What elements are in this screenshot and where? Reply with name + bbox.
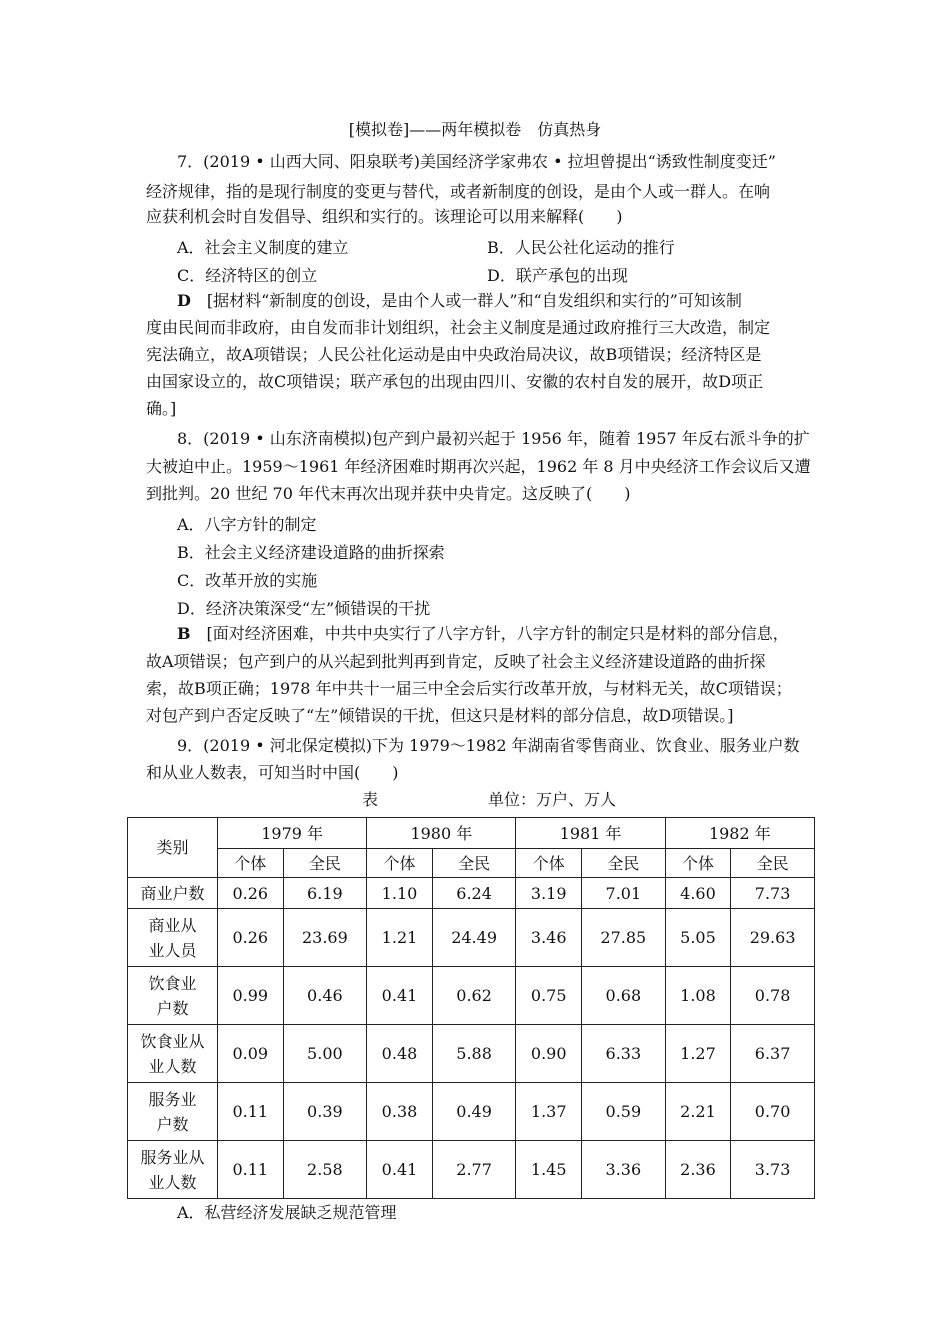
table-cell: 5.05 bbox=[665, 909, 731, 967]
table-cell: 23.69 bbox=[283, 909, 367, 967]
year-header-1979: 1979 年 bbox=[218, 818, 367, 849]
q7-stem-line-1: 7．(2019 • 山西大同、阳泉联考)美国经济学家弗农 • 拉坦曾提出“诱致性制度变迁” bbox=[177, 152, 776, 171]
q8-option-b: B．社会主义经济建设道路的曲折探索 bbox=[177, 543, 445, 562]
q8-explanation-line-2: 故A项错误；包产到户的从兴起到批判再到肯定，反映了社会主义经济建设道路的曲折探 bbox=[146, 652, 766, 671]
table-caption: 表 bbox=[362, 790, 379, 809]
table-corner-cell: 类别 bbox=[128, 818, 218, 878]
table-cell: 4.60 bbox=[665, 878, 731, 909]
row-label-line: 服务业 bbox=[148, 1089, 197, 1109]
row-label bbox=[128, 1141, 218, 1199]
table-cell: 1.37 bbox=[516, 1083, 582, 1141]
q7-option-b: B．人民公社化运动的推行 bbox=[487, 238, 675, 257]
table-cell: 3.36 bbox=[581, 1141, 665, 1199]
q8-answer: B bbox=[177, 624, 191, 643]
q8-option-a: A．八字方针的制定 bbox=[177, 515, 317, 534]
subheader-cell: 全民 bbox=[283, 849, 367, 878]
subheader-cell: 全民 bbox=[581, 849, 665, 878]
subheader-cell: 个体 bbox=[665, 849, 731, 878]
subheader-cell: 个体 bbox=[367, 849, 433, 878]
row-label-line: 饮食业从 bbox=[140, 1031, 205, 1051]
table-cell: 0.78 bbox=[731, 967, 815, 1025]
q7-explanation-line-1 bbox=[177, 291, 742, 311]
q7-answer: D bbox=[177, 291, 191, 310]
q8-explanation-line-3: 索，故B项正确；1978 年中共十一届三中全会后实行改革开放，与材料无关，故C项错误； bbox=[146, 679, 792, 698]
table-cell: 0.90 bbox=[516, 1025, 582, 1083]
table-cell: 2.58 bbox=[283, 1141, 367, 1199]
q7-explanation-line-2: 度由民间而非政府，由自发而非计划组织，社会主义制度是通过政府推行三大改造，制定 bbox=[146, 318, 771, 337]
subheader-cell: 个体 bbox=[516, 849, 582, 878]
table-cell: 0.59 bbox=[581, 1083, 665, 1141]
table-cell: 3.46 bbox=[516, 909, 582, 967]
q9-stem-line-2: 和从业人数表，可知当时中国( ) bbox=[146, 763, 399, 782]
q8-explanation-line-1 bbox=[177, 624, 789, 644]
q7-option-d: D．联产承包的出现 bbox=[487, 266, 628, 285]
row-label-line: 商业从 bbox=[148, 915, 197, 935]
table-cell: 1.08 bbox=[665, 967, 731, 1025]
row-label bbox=[128, 1025, 218, 1083]
table-row bbox=[128, 967, 815, 1025]
q7-option-a: A．社会主义制度的建立 bbox=[177, 238, 349, 257]
row-label-line: 业人数 bbox=[148, 1172, 197, 1192]
table-cell: 1.21 bbox=[367, 909, 433, 967]
table-cell: 1.45 bbox=[516, 1141, 582, 1199]
table-cell: 0.62 bbox=[432, 967, 516, 1025]
q7-stem-line-2: 经济规律，指的是现行制度的变更与替代，或者新制度的创设，是由个人或一群人。在响 bbox=[146, 182, 771, 201]
table-cell: 7.01 bbox=[581, 878, 665, 909]
table-cell: 2.36 bbox=[665, 1141, 731, 1199]
q8-option-c: C．改革开放的实施 bbox=[177, 571, 318, 590]
table-cell: 0.39 bbox=[283, 1083, 367, 1141]
table-cell: 1.10 bbox=[367, 878, 433, 909]
table-cell: 29.63 bbox=[731, 909, 815, 967]
q8-explanation-text-1: [面对经济困难，中共中央实行了八字方针，八字方针的制定只是材料的部分信息， bbox=[206, 624, 789, 643]
table-cell: 5.00 bbox=[283, 1025, 367, 1083]
table-cell: 0.49 bbox=[432, 1083, 516, 1141]
row-label bbox=[128, 967, 218, 1025]
table-row bbox=[128, 1025, 815, 1083]
table-cell: 0.70 bbox=[731, 1083, 815, 1141]
table-cell: 6.19 bbox=[283, 878, 367, 909]
table-row bbox=[128, 1083, 815, 1141]
table-cell: 0.48 bbox=[367, 1025, 433, 1083]
table-cell: 6.37 bbox=[731, 1025, 815, 1083]
statistics-table bbox=[127, 817, 815, 1199]
table-cell: 24.49 bbox=[432, 909, 516, 967]
table-cell: 0.68 bbox=[581, 967, 665, 1025]
q8-option-d: D．经济决策深受“左”倾错误的干扰 bbox=[177, 599, 431, 618]
table-cell: 0.38 bbox=[367, 1083, 433, 1141]
table-cell: 0.26 bbox=[218, 909, 284, 967]
row-label-line: 业人员 bbox=[148, 940, 197, 960]
table-cell: 1.27 bbox=[665, 1025, 731, 1083]
table-cell: 0.46 bbox=[283, 967, 367, 1025]
table-header-years bbox=[128, 818, 815, 849]
subheader-cell: 全民 bbox=[432, 849, 516, 878]
table-cell: 27.85 bbox=[581, 909, 665, 967]
q7-option-c: C．经济特区的创立 bbox=[177, 266, 318, 285]
table-cell: 2.77 bbox=[432, 1141, 516, 1199]
q7-explanation-line-3: 宪法确立，故A项错误；人民公社化运动是由中央政治局决议，故B项错误；经济特区是 bbox=[146, 345, 762, 364]
year-header-1981: 1981 年 bbox=[516, 818, 665, 849]
row-label bbox=[128, 1083, 218, 1141]
table-unit: 单位：万户、万人 bbox=[488, 790, 617, 809]
q7-explanation-line-4: 由国家设立的，故C项错误；联产承包的出现由四川、安徽的农村自发的展开，故D项正 bbox=[146, 372, 764, 391]
row-label-line: 业人数 bbox=[148, 1056, 197, 1076]
q8-explanation-line-4: 对包产到户否定反映了“左”倾错误的干扰，但这只是材料的部分信息，故D项错误。] bbox=[146, 706, 734, 725]
table-cell: 2.21 bbox=[665, 1083, 731, 1141]
row-label-line: 服务业从 bbox=[140, 1147, 205, 1167]
subheader-cell: 全民 bbox=[731, 849, 815, 878]
table-cell: 0.09 bbox=[218, 1025, 284, 1083]
row-label bbox=[128, 909, 218, 967]
table-cell: 0.11 bbox=[218, 1083, 284, 1141]
table-cell: 3.73 bbox=[731, 1141, 815, 1199]
row-label-line: 户数 bbox=[156, 998, 189, 1018]
table-cell: 0.11 bbox=[218, 1141, 284, 1199]
table-cell: 0.41 bbox=[367, 967, 433, 1025]
table-cell: 7.73 bbox=[731, 878, 815, 909]
q9-option-a: A．私营经济发展缺乏规范管理 bbox=[177, 1203, 397, 1222]
section-heading: [模拟卷]——两年模拟卷 仿真热身 bbox=[348, 120, 602, 139]
q9-stem-line-1: 9．(2019 • 河北保定模拟)下为 1979～1982 年湖南省零售商业、饮食业、服务业户数 bbox=[177, 736, 800, 755]
table-cell: 0.26 bbox=[218, 878, 284, 909]
subheader-cell: 个体 bbox=[218, 849, 284, 878]
q8-stem-line-2: 大被迫中止。1959～1961 年经济困难时期再次兴起，1962 年 8 月中央经济工作会议后又遭 bbox=[146, 457, 811, 476]
table-cell: 0.99 bbox=[218, 967, 284, 1025]
table-header-types bbox=[128, 849, 815, 878]
year-header-1982: 1982 年 bbox=[665, 818, 814, 849]
q7-explanation-line-5: 确。] bbox=[146, 399, 177, 418]
table-cell: 0.75 bbox=[516, 967, 582, 1025]
q7-stem-line-3: 应获利机会时自发倡导、组织和实行的。该理论可以用来解释( ) bbox=[146, 207, 623, 226]
q8-stem-line-1: 8．(2019 • 山东济南模拟)包产到户最初兴起于 1956 年，随着 1957 年反右派斗争的扩 bbox=[177, 429, 810, 448]
q8-stem-line-3: 到批判。20 世纪 70 年代末再次出现并获中央肯定。这反映了( ) bbox=[146, 484, 631, 503]
table-cell: 6.24 bbox=[432, 878, 516, 909]
row-label-line: 饮食业 bbox=[148, 973, 197, 993]
table-cell: 6.33 bbox=[581, 1025, 665, 1083]
row-label: 商业户数 bbox=[128, 878, 218, 909]
row-label-line: 户数 bbox=[156, 1114, 189, 1134]
table-row bbox=[128, 909, 815, 967]
table-row bbox=[128, 878, 815, 909]
table-row bbox=[128, 1141, 815, 1199]
table-cell: 0.41 bbox=[367, 1141, 433, 1199]
q7-explanation-text-1: [据材料“新制度的创设，是由个人或一群人”和“自发组织和实行的”可知该制 bbox=[206, 291, 742, 310]
table-cell: 3.19 bbox=[516, 878, 582, 909]
year-header-1980: 1980 年 bbox=[367, 818, 516, 849]
table-cell: 5.88 bbox=[432, 1025, 516, 1083]
